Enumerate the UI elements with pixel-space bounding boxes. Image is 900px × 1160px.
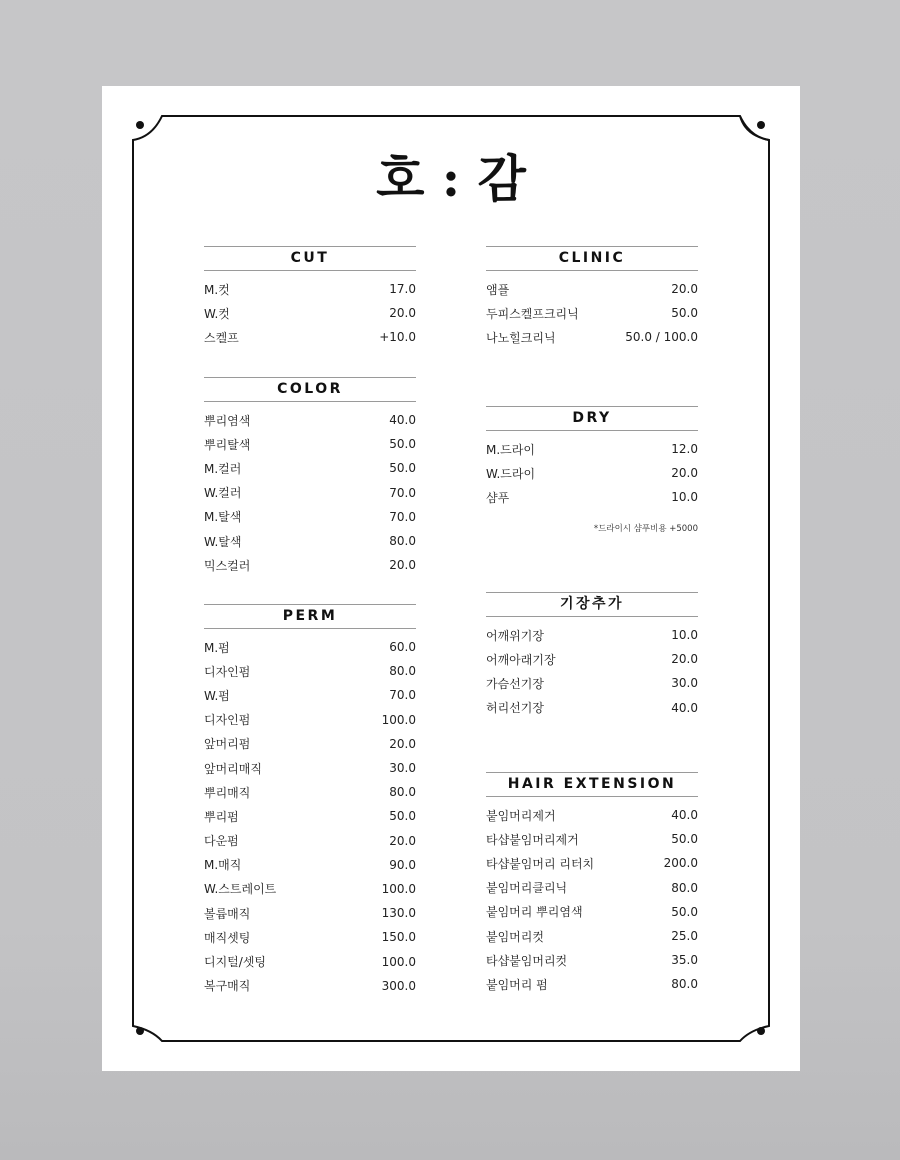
menu-item-price: 130.0 bbox=[381, 906, 416, 921]
section-cut bbox=[204, 246, 416, 350]
menu-item bbox=[204, 732, 416, 756]
menu-item bbox=[204, 949, 416, 973]
menu-item-name: 뿌리매직 bbox=[204, 785, 251, 800]
menu-item bbox=[486, 461, 698, 485]
menu-item-name: 복구매직 bbox=[204, 979, 251, 994]
menu-item bbox=[486, 851, 698, 875]
menu-item-name: 타샵붙임머리 리터치 bbox=[486, 856, 595, 871]
menu-item-price: 40.0 bbox=[389, 413, 416, 428]
menu-item bbox=[486, 803, 698, 827]
menu-item-price: 80.0 bbox=[389, 664, 416, 679]
menu-item-price: 50.0 bbox=[671, 306, 698, 321]
menu-item-price: 10.0 bbox=[671, 490, 698, 505]
menu-item bbox=[204, 635, 416, 659]
menu-item-price: 60.0 bbox=[389, 640, 416, 655]
menu-item-price: 50.0 / 100.0 bbox=[625, 330, 698, 345]
menu-item bbox=[486, 924, 698, 948]
menu-item bbox=[204, 683, 416, 707]
menu-item-name: M.드라이 bbox=[486, 442, 535, 457]
menu-item bbox=[486, 827, 698, 851]
menu-item-price: 70.0 bbox=[389, 688, 416, 703]
menu-item-price: 20.0 bbox=[671, 466, 698, 481]
menu-item bbox=[486, 325, 698, 349]
menu-item-name: 붙임머리컷 bbox=[486, 929, 544, 944]
menu-item-name: M.탈색 bbox=[204, 510, 242, 525]
menu-item-name: 나노힐크리닉 bbox=[486, 330, 556, 345]
menu-item-name: W.컬러 bbox=[204, 486, 242, 501]
shop-title: 호 : 감 bbox=[376, 149, 526, 208]
menu-item-price: 30.0 bbox=[389, 761, 416, 776]
menu-item bbox=[204, 974, 416, 998]
menu-item-name: 두피스켈프크리닉 bbox=[486, 306, 579, 321]
section-title: DRY bbox=[486, 406, 698, 431]
menu-item-price: 50.0 bbox=[389, 437, 416, 452]
menu-item bbox=[204, 481, 416, 505]
menu-item bbox=[486, 437, 698, 461]
menu-item bbox=[204, 780, 416, 804]
menu-item-name: 디자인펌 bbox=[204, 713, 251, 728]
menu-item-name: 뿌리염색 bbox=[204, 413, 251, 428]
section-hair-extension bbox=[486, 772, 698, 997]
menu-item-price: 90.0 bbox=[389, 857, 416, 872]
menu-item-name: 붙임머리 뿌리염색 bbox=[486, 905, 583, 920]
menu-item bbox=[204, 901, 416, 925]
menu-item-name: 허리선기장 bbox=[486, 701, 544, 716]
menu-item bbox=[486, 671, 698, 695]
menu-item-price: 20.0 bbox=[389, 736, 416, 751]
menu-item-price: 12.0 bbox=[671, 442, 698, 457]
menu-item-price: 10.0 bbox=[671, 628, 698, 643]
menu-item-name: 붙임머리제거 bbox=[486, 808, 556, 823]
menu-item-price: +10.0 bbox=[379, 330, 416, 345]
menu-item bbox=[486, 485, 698, 509]
corner-dot-bl bbox=[136, 1027, 144, 1035]
menu-item-name: W.드라이 bbox=[486, 466, 536, 481]
menu-item-price: 150.0 bbox=[381, 930, 416, 945]
menu-item-price: 50.0 bbox=[389, 461, 416, 476]
menu-item-name: 붙임머리 펌 bbox=[486, 977, 548, 992]
section-perm bbox=[204, 604, 416, 998]
menu-item-price: 20.0 bbox=[671, 652, 698, 667]
corner-dot-tr bbox=[757, 121, 765, 129]
menu-item-name: 앞머리펌 bbox=[204, 737, 251, 752]
menu-item-price: 20.0 bbox=[389, 833, 416, 848]
menu-item-name: 뿌리탈색 bbox=[204, 437, 251, 452]
menu-item bbox=[204, 804, 416, 828]
menu-item-name: 뿌리펌 bbox=[204, 809, 239, 824]
menu-item bbox=[486, 972, 698, 996]
menu-item-name: 앰플 bbox=[486, 282, 510, 297]
menu-item-price: 80.0 bbox=[671, 977, 698, 992]
menu-item bbox=[204, 659, 416, 683]
menu-item bbox=[204, 301, 416, 325]
menu-item bbox=[486, 696, 698, 720]
menu-item-name: 타샵붙임머리제거 bbox=[486, 832, 579, 847]
menu-item bbox=[204, 432, 416, 456]
dry-note: *드라이시 샴푸비용 +5000 bbox=[593, 523, 698, 534]
menu-item bbox=[204, 853, 416, 877]
menu-item bbox=[204, 829, 416, 853]
menu-item-price: 100.0 bbox=[381, 712, 416, 727]
menu-item bbox=[204, 325, 416, 349]
menu-item-price: 200.0 bbox=[663, 856, 698, 871]
menu-item-name: 디지털/셋팅 bbox=[204, 955, 267, 970]
menu-item-price: 100.0 bbox=[381, 954, 416, 969]
menu-item-name: 다운펌 bbox=[204, 834, 239, 849]
menu-item-price: 70.0 bbox=[389, 509, 416, 524]
menu-item bbox=[204, 925, 416, 949]
menu-item-price: 30.0 bbox=[671, 676, 698, 691]
menu-item bbox=[204, 456, 416, 480]
menu-item-price: 100.0 bbox=[381, 881, 416, 896]
section-color bbox=[204, 377, 416, 577]
menu-item bbox=[204, 877, 416, 901]
menu-item-name: M.펌 bbox=[204, 640, 230, 655]
menu-item-name: W.탈색 bbox=[204, 534, 242, 549]
menu-item-price: 70.0 bbox=[389, 485, 416, 500]
menu-item-name: 샴푸 bbox=[486, 490, 510, 505]
menu-item bbox=[486, 948, 698, 972]
menu-sheet bbox=[102, 86, 800, 1071]
menu-item-price: 300.0 bbox=[381, 978, 416, 993]
menu-item bbox=[204, 756, 416, 780]
section-title: CUT bbox=[204, 246, 416, 271]
menu-item bbox=[204, 529, 416, 553]
menu-item-price: 40.0 bbox=[671, 700, 698, 715]
menu-item-name: W.컷 bbox=[204, 306, 230, 321]
menu-item-price: 35.0 bbox=[671, 953, 698, 968]
corner-dot-br bbox=[757, 1027, 765, 1035]
menu-item bbox=[486, 876, 698, 900]
menu-item bbox=[204, 553, 416, 577]
menu-item-name: W.스트레이트 bbox=[204, 882, 277, 897]
menu-item-price: 20.0 bbox=[389, 306, 416, 321]
section-title: 기장추가 bbox=[486, 592, 698, 617]
menu-item bbox=[486, 647, 698, 671]
menu-item-price: 80.0 bbox=[671, 880, 698, 895]
menu-item bbox=[486, 623, 698, 647]
menu-item bbox=[204, 505, 416, 529]
menu-item-price: 40.0 bbox=[671, 808, 698, 823]
corner-dot-tl bbox=[136, 121, 144, 129]
menu-item bbox=[204, 408, 416, 432]
menu-item-name: 앞머리매직 bbox=[204, 761, 262, 776]
section-length bbox=[486, 592, 698, 720]
menu-item-price: 50.0 bbox=[671, 832, 698, 847]
menu-item-name: 믹스컬러 bbox=[204, 558, 251, 573]
section-title: CLINIC bbox=[486, 246, 698, 271]
menu-item-name: 볼륨매직 bbox=[204, 906, 251, 921]
menu-item-price: 80.0 bbox=[389, 785, 416, 800]
menu-item-name: 타샵붙임머리컷 bbox=[486, 953, 568, 968]
menu-item-name: 디자인펌 bbox=[204, 664, 251, 679]
menu-item-name: 매직셋팅 bbox=[204, 930, 251, 945]
menu-item-name: 가슴선기장 bbox=[486, 676, 544, 691]
menu-item bbox=[204, 277, 416, 301]
menu-item-price: 20.0 bbox=[389, 558, 416, 573]
menu-item-name: M.컷 bbox=[204, 282, 230, 297]
menu-item-name: 붙임머리클리닉 bbox=[486, 881, 568, 896]
menu-item bbox=[204, 708, 416, 732]
section-title: HAIR EXTENSION bbox=[486, 772, 698, 797]
menu-item bbox=[486, 900, 698, 924]
menu-item-price: 20.0 bbox=[671, 282, 698, 297]
menu-item bbox=[486, 277, 698, 301]
section-clinic bbox=[486, 246, 698, 350]
menu-item-price: 50.0 bbox=[389, 809, 416, 824]
menu-item-name: 어깨위기장 bbox=[486, 628, 544, 643]
section-title: PERM bbox=[204, 604, 416, 629]
menu-item-name: M.매직 bbox=[204, 858, 242, 873]
section-title: COLOR bbox=[204, 377, 416, 402]
menu-item-price: 17.0 bbox=[389, 282, 416, 297]
menu-item bbox=[486, 301, 698, 325]
menu-item-name: M.컬러 bbox=[204, 461, 242, 476]
menu-item-price: 50.0 bbox=[671, 904, 698, 919]
section-dry bbox=[486, 406, 698, 534]
menu-item-name: 스켈프 bbox=[204, 330, 239, 345]
menu-item-name: 어깨아래기장 bbox=[486, 652, 556, 667]
menu-item-price: 25.0 bbox=[671, 929, 698, 944]
menu-item-price: 80.0 bbox=[389, 534, 416, 549]
menu-item-name: W.펌 bbox=[204, 688, 230, 703]
